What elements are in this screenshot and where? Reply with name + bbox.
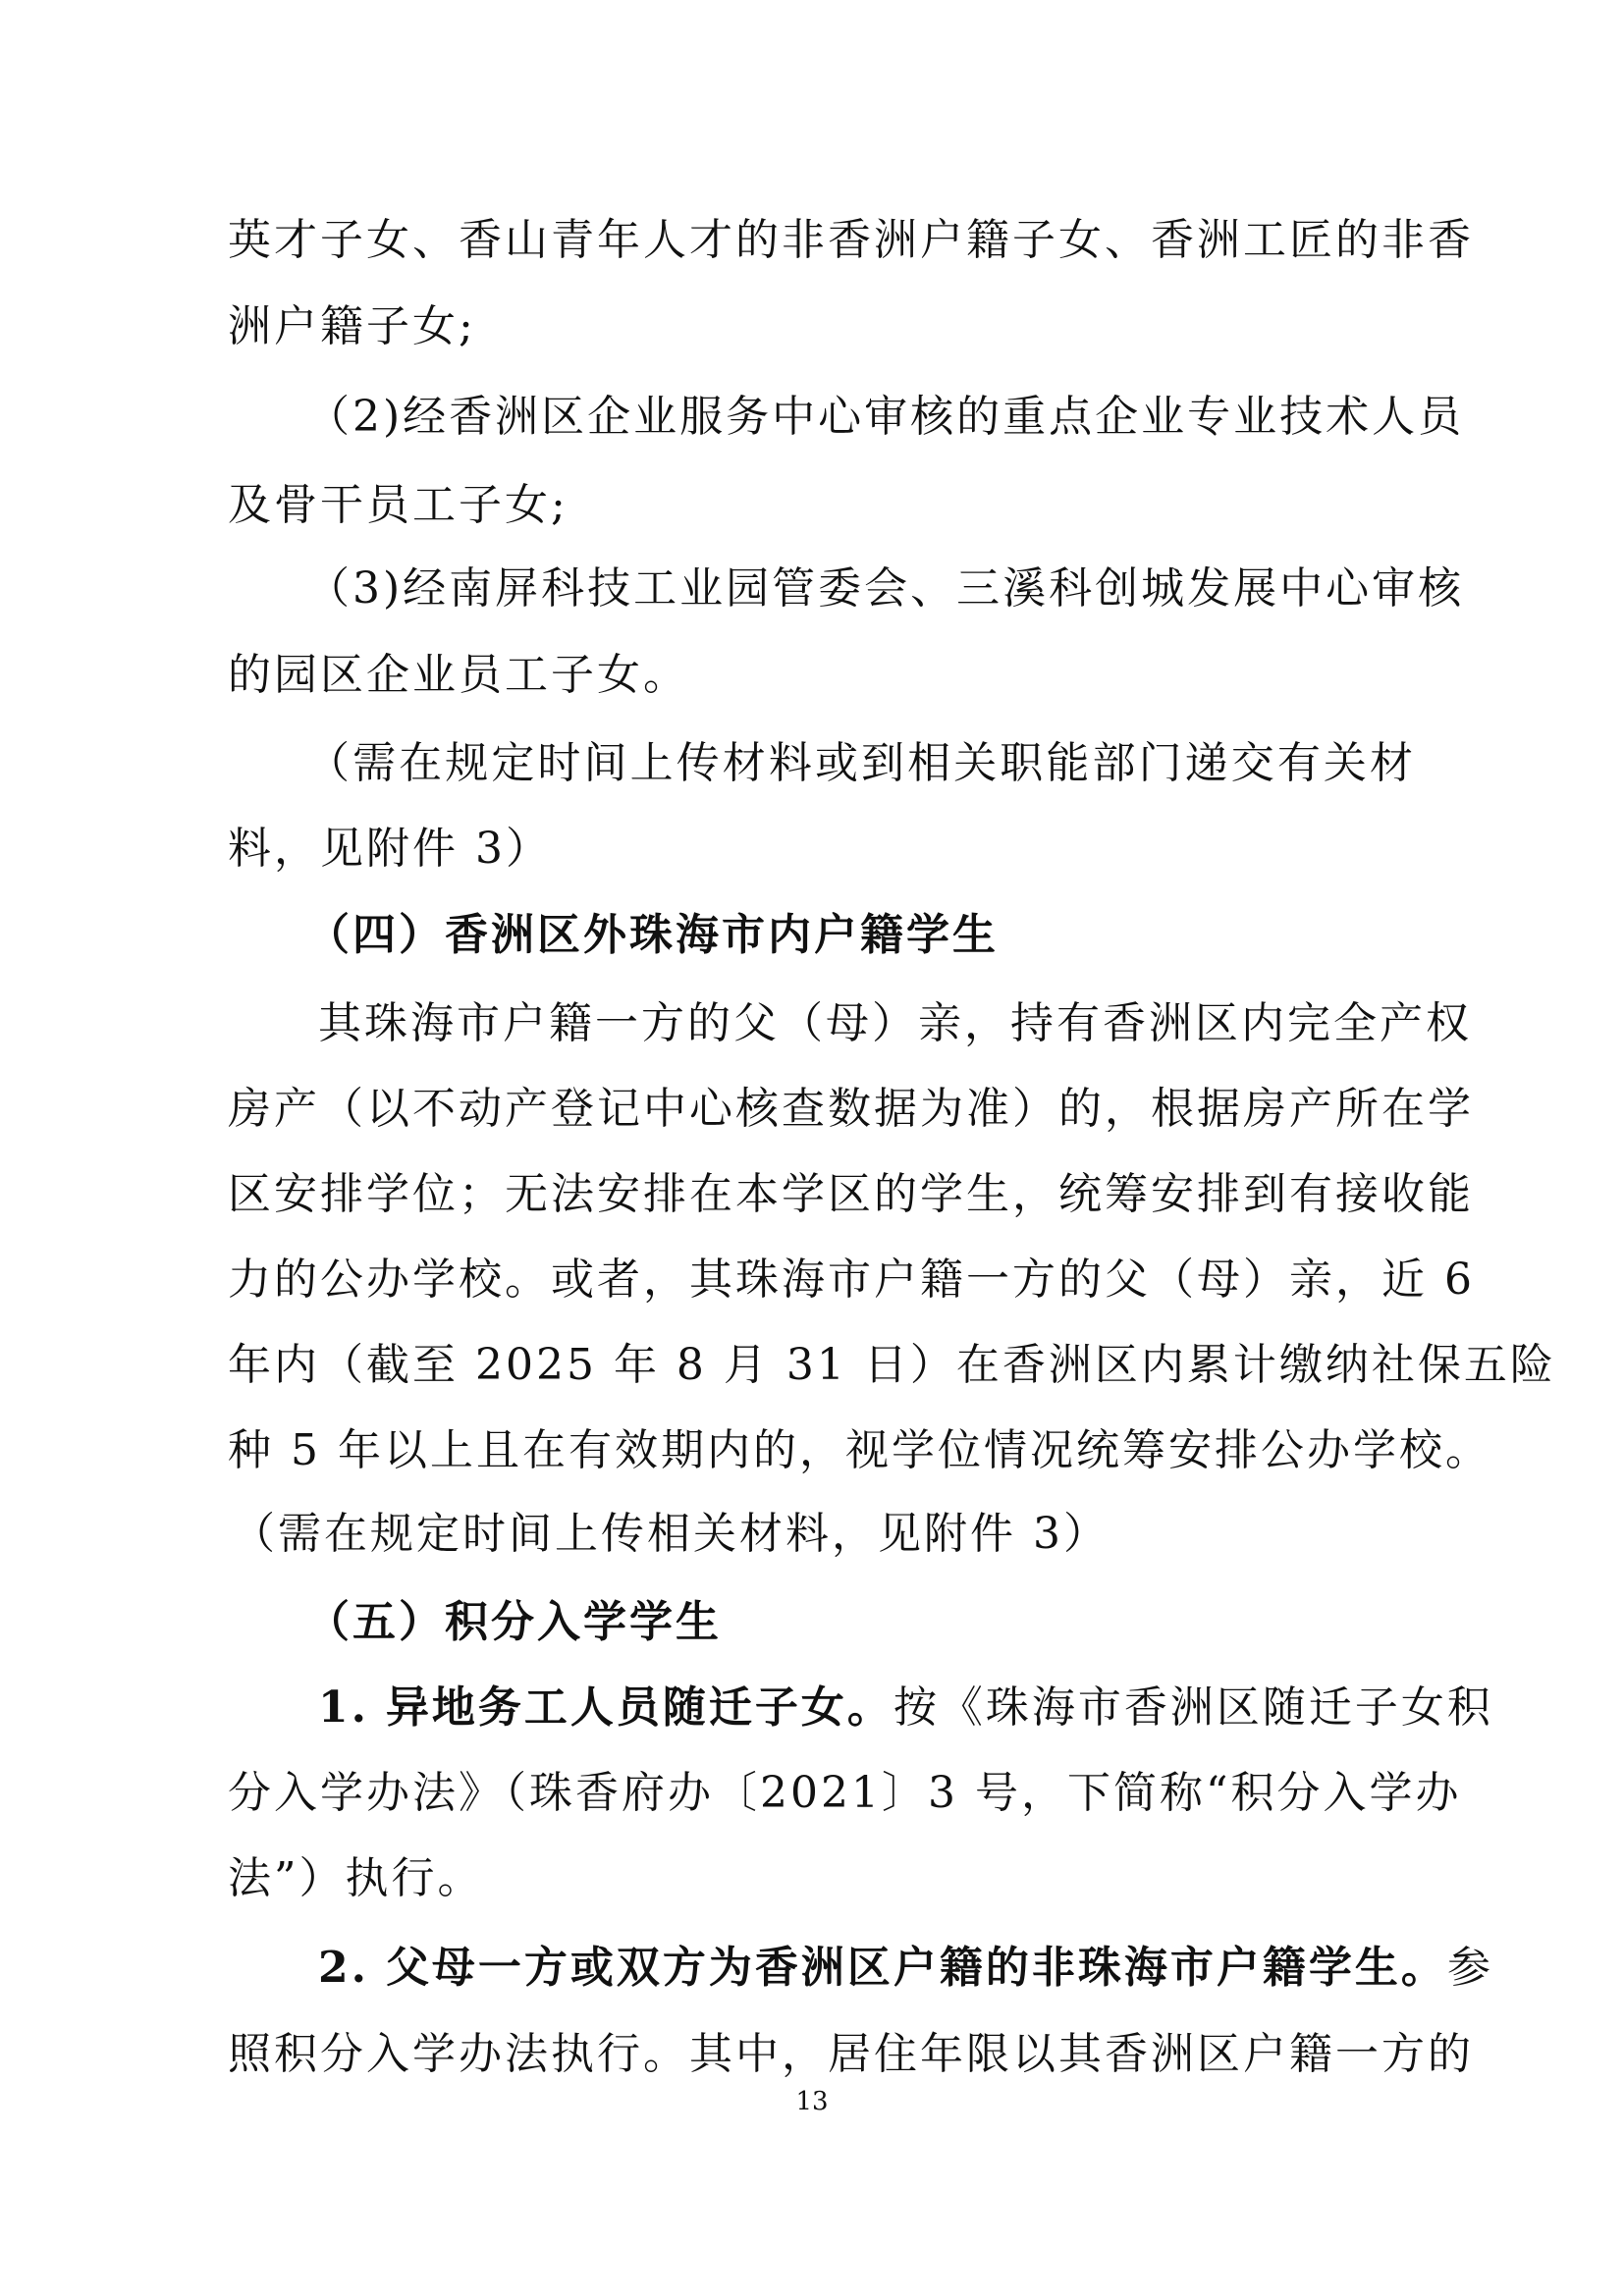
note-line: （需在规定时间上传相关材料，见附件 3） xyxy=(232,1509,1110,1559)
list-item-2: （2)经香洲区企业服务中心审核的重点企业专业技术人员 xyxy=(306,392,1465,442)
text-line: 及骨干员工子女; xyxy=(228,480,568,530)
paragraph-line: 力的公办学校。或者，其珠海市户籍一方的父（母）亲，近 6 xyxy=(228,1255,1475,1305)
paragraph-line: 种 5 年以上且在有效期内的，视学位情况统筹安排公办学校。 xyxy=(228,1425,1491,1475)
section-heading-4: （四）香洲区外珠海市内户籍学生 xyxy=(306,910,999,960)
item-2-text: 参 xyxy=(1446,1943,1493,1993)
item-2-title: 父母一方或双方为香洲区户籍的非珠海市户籍学生。 xyxy=(385,1943,1447,1993)
list-item-3: （3)经南屏科技工业园管委会、三溪科创城发展中心审核 xyxy=(306,563,1465,614)
section-heading-5: （五）积分入学学生 xyxy=(306,1597,722,1647)
item-1-number: 1. xyxy=(318,1682,369,1733)
paragraph-line: 照积分入学办法执行。其中，居住年限以其香洲区户籍一方的 xyxy=(228,2029,1474,2079)
note-line: （需在规定时间上传材料或到相关职能部门递交有关材 xyxy=(306,738,1416,788)
item-2-number: 2. xyxy=(318,1943,369,1993)
paragraph-line: 区安排学位；无法安排在本学区的学生，统筹安排到有接收能 xyxy=(228,1169,1474,1219)
item-2-line xyxy=(228,1924,1493,2012)
item-1-line xyxy=(228,1664,1493,1752)
paragraph-line: 分入学办法》（珠香府办〔2021〕3 号，下简称“积分入学办 xyxy=(228,1768,1462,1818)
paragraph-line: 房产（以不动产登记中心核查数据为准）的，根据房产所在学 xyxy=(228,1084,1474,1134)
paragraph-line: 年内（截至 2025 年 8 月 31 日）在香洲区内累计缴纳社保五险 xyxy=(228,1340,1556,1390)
text-line: 洲户籍子女; xyxy=(228,301,476,351)
page-number: 13 xyxy=(795,2087,829,2116)
paragraph-line: 其珠海市户籍一方的父（母）亲，持有香洲区内完全产权 xyxy=(318,998,1472,1048)
paragraph-line: 法”）执行。 xyxy=(228,1853,484,1903)
text-line: 英才子女、香山青年人才的非香洲户籍子女、香洲工匠的非香 xyxy=(228,215,1474,265)
note-line: 料，见附件 3） xyxy=(228,824,552,874)
item-1-title: 异地务工人员随迁子女。 xyxy=(385,1682,893,1733)
text-line: 的园区企业员工子女。 xyxy=(228,650,689,700)
item-1-text: 按《珠海市香洲区随迁子女积 xyxy=(893,1682,1493,1733)
